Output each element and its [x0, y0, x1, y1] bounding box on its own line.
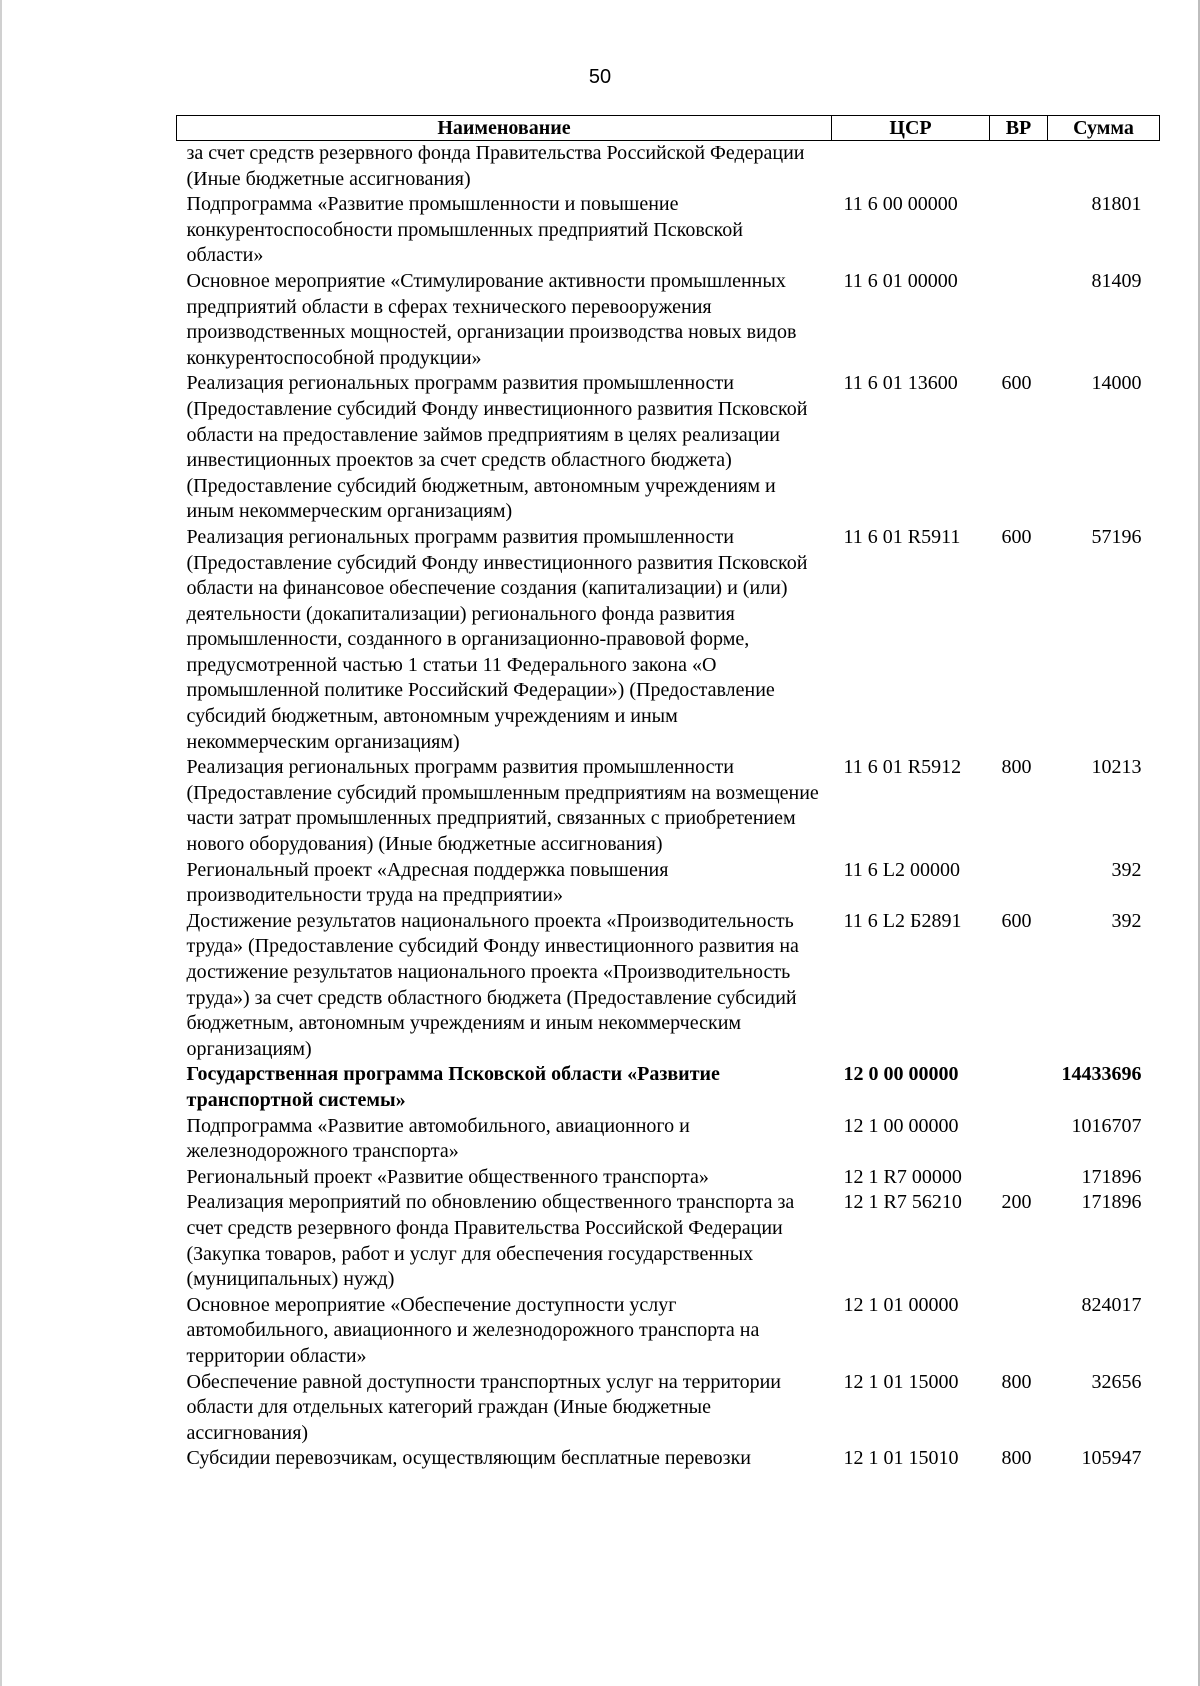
row-csr: 12 0 00 00000: [843, 1063, 959, 1086]
row-vr: [990, 1114, 1048, 1165]
table-row: [177, 1293, 1160, 1370]
row-vr: 600: [1001, 525, 1032, 548]
row-vr: [990, 141, 1048, 193]
row-csr: 11 6 01 R5911: [843, 525, 961, 548]
scan-edge-left: [0, 0, 2, 1686]
row-vr: [990, 192, 1048, 269]
row-csr: 12 1 R7 00000: [843, 1165, 962, 1188]
table-row: [177, 755, 1160, 857]
header-vr: ВР: [990, 116, 1048, 141]
row-sum: 1016707: [1071, 1114, 1142, 1137]
row-csr: 11 6 01 R5912: [843, 756, 962, 779]
row-sum: 10213: [1091, 756, 1142, 779]
row-csr: [832, 141, 990, 193]
row-vr: [990, 1062, 1048, 1113]
row-sum: 14000: [1091, 372, 1142, 395]
row-csr: 12 1 01 00000: [843, 1293, 959, 1316]
row-sum: 14433696: [1061, 1063, 1142, 1086]
table-row: [177, 371, 1160, 525]
header-name: Наименование: [177, 116, 832, 141]
table-row: [177, 269, 1160, 371]
row-csr: 12 1 01 15010: [843, 1447, 959, 1470]
row-vr: [990, 858, 1048, 909]
row-csr: 11 6 00 00000: [843, 193, 958, 216]
row-csr: 11 6 01 00000: [843, 269, 958, 292]
row-vr: [990, 1293, 1048, 1370]
row-vr: [990, 1165, 1048, 1191]
row-csr: 11 6 L2 00000: [843, 858, 960, 881]
table-row: [177, 1165, 1160, 1191]
table-row: [177, 1114, 1160, 1165]
row-name: Реализация региональных программ развития промышленности (Предоставление субсидий Фонду инвестиционного развития Псковской области на предоставление займов предприятиям в целях реализации инвестиционных проектов за счет средств областного бюджета) (Предоставление субсидий бюджетным, автономным учреждениям и иным некоммерческим организациям): [186, 372, 808, 523]
row-name: Реализация региональных программ развития промышленности (Предоставление субсидий Фонду инвестиционного развития Псковской области на финансовое обеспечение создания (капитализации) и (или) деятельности (докапитализации) регионального фонда развития промышленности, созданного в организационно-правовой форме, предусмотренной частью 1 статьи 11 Федерального закона «О промышленной политике Российский Федерации») (Предоставление субсидий бюджетным, автономным учреждениям и иным некоммерческим организациям): [186, 525, 808, 753]
row-name: Достижение результатов национального проекта «Производительность труда» (Предоставление субсидий Фонду инвестиционного развития на достижение результатов национального проекта «Производительность труда») за счет средств областного бюджета (Предоставление субсидий бюджетным, автономным учреждениям и иным некоммерческим организациям): [186, 909, 799, 1060]
row-csr: 12 1 R7 56210: [843, 1191, 962, 1214]
table-row: [177, 1370, 1160, 1447]
row-name: за счет средств резервного фонда Правительства Российской Федерации (Иные бюджетные ассигнования): [186, 142, 805, 190]
row-sum: 392: [1111, 909, 1142, 932]
row-vr: [990, 269, 1048, 371]
budget-table: [176, 115, 1160, 1472]
row-sum: 32656: [1091, 1370, 1142, 1393]
table-row: [177, 1190, 1160, 1292]
row-name: Основное мероприятие «Стимулирование активности промышленных предприятий области в сферах технического перевооружения производственных мощностей, организации производства новых видов конкурентоспособной продукции»: [186, 269, 797, 369]
page-number: 50: [588, 66, 612, 88]
table-row: [177, 909, 1160, 1063]
header-csr: ЦСР: [832, 116, 990, 141]
row-vr: 800: [1001, 1447, 1032, 1470]
row-name: Региональный проект «Развитие общественного транспорта»: [186, 1165, 709, 1188]
row-sum: [1048, 141, 1160, 193]
row-name: Подпрограмма «Развитие промышленности и повышение конкурентоспособности промышленных предприятий Псковской области»: [186, 193, 743, 267]
table-row: [177, 192, 1160, 269]
row-vr: 200: [1001, 1191, 1032, 1214]
row-sum: 824017: [1081, 1293, 1142, 1316]
row-name: Региональный проект «Адресная поддержка повышения производительности труда на предприятии»: [186, 858, 669, 907]
row-sum: 105947: [1081, 1447, 1142, 1470]
row-csr: 11 6 L2 Б2891: [843, 909, 962, 932]
row-name: Подпрограмма «Развитие автомобильного, авиационного и железнодорожного транспорта»: [186, 1114, 690, 1163]
header-sum: Сумма: [1048, 116, 1160, 141]
row-sum: 57196: [1091, 525, 1142, 548]
table-row: [177, 525, 1160, 755]
row-csr: 12 1 01 15000: [843, 1370, 959, 1393]
table-row: [177, 858, 1160, 909]
row-sum: 392: [1111, 858, 1142, 881]
row-sum: 81409: [1091, 269, 1142, 292]
row-vr: 800: [1001, 1370, 1032, 1393]
row-name: Государственная программа Псковской области «Развитие транспортной системы»: [186, 1063, 720, 1111]
row-vr: 600: [1001, 372, 1032, 395]
row-csr: 12 1 00 00000: [843, 1114, 959, 1137]
row-name: Субсидии перевозчикам, осуществляющим бесплатные перевозки: [186, 1447, 752, 1470]
row-vr: 800: [1001, 756, 1032, 779]
row-csr: 11 6 01 13600: [843, 372, 958, 395]
table-header-row: [177, 116, 1160, 141]
row-name: Реализация региональных программ развития промышленности (Предоставление субсидий промышленным предприятиям на возмещение части затрат промышленных предприятий, связанных с приобретением нового оборудования) (Иные бюджетные ассигнования): [186, 756, 819, 856]
row-name: Реализация мероприятий по обновлению общественного транспорта за счет средств резервного фонда Правительства Российской Федерации (Закупка товаров, работ и услуг для обеспечения государственных (муниципальных) нужд): [186, 1191, 795, 1291]
table-row: [177, 1446, 1160, 1472]
row-sum: 81801: [1091, 193, 1142, 216]
table-row-program-total: [177, 1062, 1160, 1113]
row-name: Основное мероприятие «Обеспечение доступности услуг автомобильного, авиационного и железнодорожного транспорта на территории области»: [186, 1293, 760, 1367]
row-vr: 600: [1001, 909, 1032, 932]
row-sum: 171896: [1081, 1165, 1142, 1188]
row-name: Обеспечение равной доступности транспортных услуг на территории области для отдельных категорий граждан (Иные бюджетные ассигнования): [186, 1370, 781, 1444]
row-sum: 171896: [1081, 1191, 1142, 1214]
table-row: [177, 141, 1160, 193]
